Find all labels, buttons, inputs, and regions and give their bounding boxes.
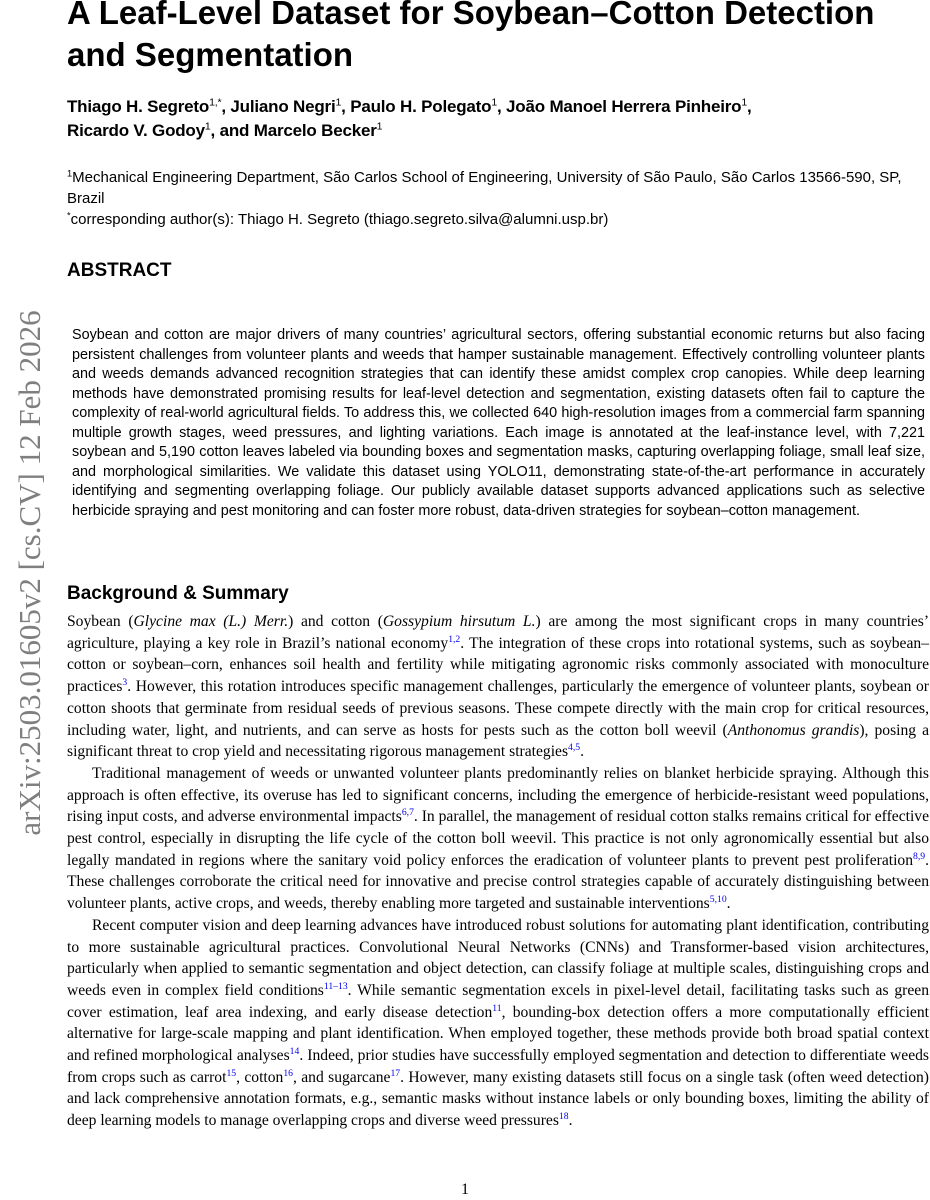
text-segment: Recent computer vision and deep learning advances have introduced robust solutions for automating plant identification, contributing to more sustainable agricultural practices. Convolutional Neural Networks (CNNs) and Transformer-based vision architectures, particularly when applied to semantic segmentation and object detection, can classify foliage at multiple scales, distinguishing crops and weeds even in complex field conditions <box>67 916 929 999</box>
citation-link[interactable]: 16 <box>283 1067 293 1079</box>
body-paragraph <box>67 763 929 915</box>
text-segment: . <box>726 895 731 913</box>
text-segment: ) are among the most significant crops in many countries’ agriculture, playing a key role in Brazil’s national economy <box>67 613 930 652</box>
citation-link[interactable]: 15 <box>226 1067 237 1079</box>
paper-title: A Leaf-Level Dataset for Soybean–Cotton Detection and Segmentation <box>67 0 875 73</box>
citation-link[interactable]: 1,2 <box>448 633 461 645</box>
page-number: 1 <box>461 1181 469 1198</box>
author-separator: , <box>747 97 752 116</box>
text-segment: . While semantic segmentation excels in pixel-level detail, facilitating tasks such as green cover estimation, leaf area indexing, and early disease detection <box>67 981 929 1021</box>
body-paragraph <box>67 611 929 763</box>
text-segment: , and sugarcane <box>293 1068 391 1086</box>
author-affiliation-marker: 1 <box>741 96 748 109</box>
italic-term: Gossypium hirsutum L. <box>382 613 536 630</box>
author-separator: , and <box>210 121 254 140</box>
arxiv-side-label: arXiv:2503.01605v2 [cs.CV] 12 Feb 2026 <box>12 310 47 836</box>
text-segment: , cotton <box>236 1068 284 1086</box>
affiliation-1 <box>67 167 927 209</box>
author-affiliation-marker: 1 <box>376 120 383 133</box>
text-segment: . Indeed, prior studies have successfully employed segmentation and detection to differentiate weeds from crops such as carrot <box>67 1047 929 1086</box>
text-segment: ) and cotton ( <box>288 613 383 630</box>
citation-link[interactable]: 18 <box>558 1111 569 1123</box>
text-segment: , bounding-box detection offers a more computationally efficient alternative for large-scale mapping and plant identification. When employed together, these methods provide both broad spatial context and refined morphological analyses <box>67 1003 929 1065</box>
text-segment: Traditional management of weeds or unwanted volunteer plants predominantly relies on blanket herbicide spraying. Although this approach is often effective, its overuse has led to significant concerns, including the emergence of herbicide-resistant weed populations, rising input costs, and adverse environmental impacts <box>67 764 929 826</box>
citation-link[interactable]: 4,5 <box>568 742 581 754</box>
author-separator: , <box>221 97 231 116</box>
author-affiliation-marker: 1 <box>335 96 342 109</box>
body-paragraph <box>67 915 929 1132</box>
text-segment: Soybean ( <box>67 613 134 630</box>
body-text <box>67 611 929 1132</box>
author-name: Thiago H. Segreto <box>67 97 210 116</box>
italic-term: Anthonomus grandis <box>727 721 860 739</box>
author-affiliation-marker: 1 <box>491 96 497 109</box>
citation-link[interactable]: 8,9 <box>913 850 926 862</box>
text-segment: . However, this rotation introduces specific management challenges, particularly the emergence of volunteer plants, soybean or cotton shoots that germinate from residual seeds of previous seasons. These compete directly with the main crop for critical resources, including water, light, and nutrients, and can serve as hosts for pests such as the cotton boll weevil ( <box>67 678 929 739</box>
citation-link[interactable]: 3 <box>122 677 128 689</box>
affiliations <box>67 167 927 230</box>
text-segment: . The integration of these crops into rotational systems, such as soybean–cotton or soybean–corn, enhances soil health and fertility while mitigating agronomic risks commonly associated with monoculture practices <box>67 634 929 696</box>
author-affiliation-marker: 1,* <box>209 96 222 109</box>
author-list <box>67 95 927 143</box>
author-separator: , <box>341 97 351 116</box>
abstract-heading: ABSTRACT <box>67 260 172 281</box>
text-segment: . In parallel, the management of residual cotton stalks remains critical for effective pest control, especially in disrupting the life cycle of the cotton boll weevil. This practice is not only agronomically essential but also legally mandated in regions where the sanitary void policy enforces the eradication of volunteer plants to prevent pest proliferation <box>67 808 929 869</box>
section-heading-background: Background & Summary <box>67 583 289 604</box>
author-separator: , <box>497 97 507 116</box>
text-segment: ), posing a significant threat to crop yield and necessitating rigorous management strategies <box>67 721 929 761</box>
citation-link[interactable]: 11–13 <box>323 981 348 993</box>
citation-link[interactable]: 11 <box>492 1002 502 1014</box>
author-name: Ricardo V. Godoy <box>67 121 205 140</box>
author-name: Paulo H. Polegato <box>350 97 492 116</box>
italic-term: Glycine max (L.) Merr. <box>133 613 289 630</box>
author-affiliation-marker: 1 <box>204 120 211 133</box>
author-name: João Manoel Herrera Pinheiro <box>506 97 742 116</box>
abstract-text: Soybean and cotton are major drivers of many countries’ agricultural sectors, offering substantial economic returns but also facing persistent challenges from volunteer plants and weeds that hamper sustainable management. Effectively controlling volunteer plants and weeds demands advanced recognition strategies that can identify these amidst complex crop canopies. While deep learning methods have demonstrated promising results for leaf-level detection and segmentation, existing datasets often fail to capture the complexity of real-world agricultural fields. To address this, we collected 640 high-resolution images from a commercial farm spanning multiple growth stages, weed pressures, and lighting variations. Each image is annotated at the leaf-instance level, with 7,221 soybean and 5,190 cotton leaves labeled via bounding boxes and segmentation masks, capturing overlapping foliage, small leaf size, and morphological similarities. We validate this dataset using YOLO11, demonstrating state-of-the-art performance in accurately identifying and segmenting overlapping foliage. Our publicly available dataset supports advanced applications such as selective herbicide spraying and pest monitoring and can foster more robust, data-driven strategies for soybean–cotton management. <box>72 327 925 519</box>
text-segment: . However, many existing datasets still focus on a single task (often weed detection) and lack comprehensive annotation formats, e.g., semantic masks without instance labels or only bounding boxes, limiting the ability of deep learning models to manage overlapping crops and diverse weed pressures <box>67 1068 929 1130</box>
corresponding-author <box>67 209 927 230</box>
text-segment: . These challenges corroborate the critical need for innovative and precise control strategies capable of accurately distinguishing between volunteer plants, active crops, and weeds, thereby enabling more targeted and sustainable interventions <box>67 851 929 913</box>
citation-link[interactable]: 17 <box>390 1067 401 1079</box>
text-segment: . <box>580 743 584 761</box>
citation-link[interactable]: 6,7 <box>401 807 414 819</box>
corresponding-text: corresponding author(s): Thiago H. Segreto (thiago.segreto.silva@alumni.usp.br) <box>70 211 609 228</box>
text-segment: . <box>568 1112 573 1130</box>
citation-link[interactable]: 14 <box>289 1046 300 1058</box>
citation-link[interactable]: 5,10 <box>709 894 727 906</box>
affiliation-text: Mechanical Engineering Department, São Carlos School of Engineering, University of São Paulo, São Carlos 13566-590, SP, Brazil <box>67 169 902 207</box>
affiliation-marker: 1 <box>67 168 73 179</box>
author-name: Juliano Negri <box>230 97 336 116</box>
author-name: Marcelo Becker <box>253 121 377 140</box>
corresponding-marker: * <box>67 210 71 221</box>
